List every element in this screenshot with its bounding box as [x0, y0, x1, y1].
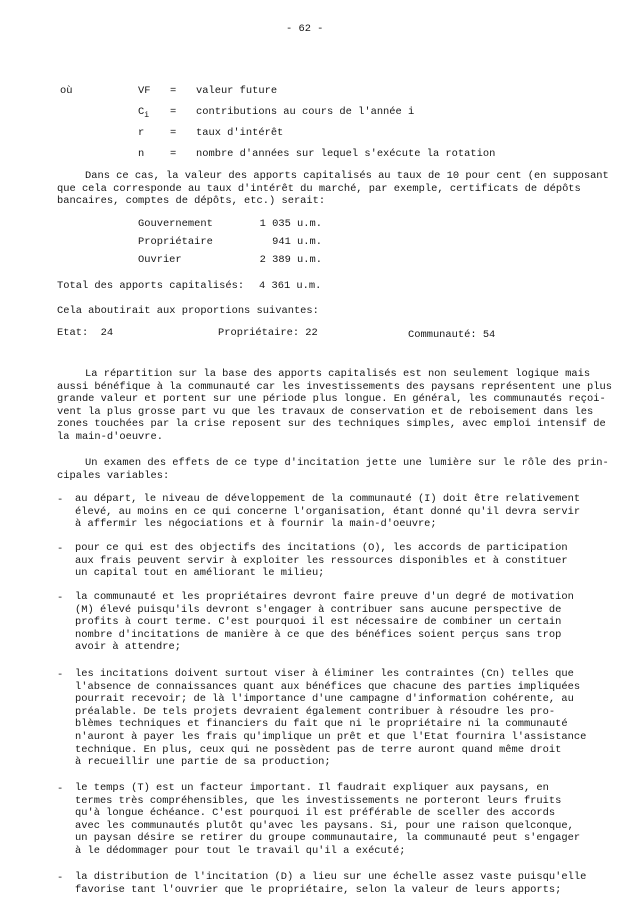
table-label: Ouvrier	[138, 254, 182, 266]
definition-meaning: valeur future	[196, 85, 278, 97]
bullet-line: avoir à attendre;	[75, 641, 182, 654]
table-value: 941 u.m.	[272, 236, 322, 248]
bullet-line: à recueillir une partie de sa production;	[75, 756, 331, 769]
bullet-item-constraints	[75, 668, 586, 769]
bullet-line: pour ce qui est des objectifs des incitations (O), les accords de participation	[75, 542, 568, 554]
definition-meaning: nombre d'années sur lequel s'exécute la rotation	[196, 148, 496, 160]
paragraph-line: zones touchées par la crise reposent sur des techniques simples, avec emploi intensif de	[57, 418, 606, 431]
bullet-line: les incitations doivent surtout viser à éliminer les contraintes (Cn) telles que	[75, 668, 574, 680]
bullet-line: la distribution de l'incitation (D) a lieu sur une échelle assez vaste puisqu'elle	[75, 871, 587, 883]
bullet-line: blèmes techniques et financiers du fait que ni le propriétaire ni la communauté	[75, 718, 568, 731]
bullet-line: au départ, le niveau de développement de la communauté (I) doit être relativement	[75, 493, 581, 505]
bullet-item-distribution	[75, 871, 586, 896]
paragraph-line: que cela corresponde au taux d'intérêt du marché, par exemple, certificats de dépôts	[57, 182, 581, 195]
bullet-line: favorise tant l'ouvrier que le propriétaire, selon la valeur de leurs apports;	[75, 883, 562, 896]
definition-equals: =	[170, 148, 177, 160]
definition-symbol: n	[138, 148, 145, 160]
definition-symbol: r	[138, 127, 145, 139]
bullet-line: un paysan désire se retirer du groupe communautaire, la communauté peut s'engager	[75, 832, 581, 845]
bullet-line: nombre d'incitations de manière à ce que des bénéfices soient perçus sans trop	[75, 628, 562, 641]
total-value: 4 361 u.m.	[259, 280, 322, 292]
bullet-item-time	[75, 782, 580, 858]
definition-meaning: contributions au cours de l'année i	[196, 106, 415, 118]
definition-row	[138, 85, 278, 97]
paragraph-line: bancaires, comptes de dépôts, etc.) serait:	[57, 195, 326, 208]
definition-symbol: VF	[138, 85, 151, 97]
definition-row	[138, 127, 284, 139]
bullet-dash: -	[57, 872, 64, 884]
bullet-line: à affermir les négociations et à fournir la main-d'oeuvre;	[75, 518, 437, 531]
proportion-communaute: Communauté: 54	[408, 329, 496, 341]
paragraph-line: cipales variables:	[57, 469, 170, 482]
table-label: Propriétaire	[138, 236, 213, 248]
paragraph-line: aussi bénéfique à la communauté car les investissements des paysans représentent une plus	[57, 380, 612, 393]
total-label: Total des apports capitalisés:	[57, 280, 245, 292]
definition-equals: =	[170, 85, 177, 97]
bullet-dash: -	[57, 669, 64, 681]
definition-symbol: C	[138, 106, 145, 118]
bullet-dash: -	[57, 592, 64, 604]
bullet-line: l'absence de connaissances quant aux bénéfices que chacune des parties impliquées	[75, 680, 581, 693]
bullet-line: aux frais peuvent servir à exploiter les ressources disponibles et à constituer	[75, 554, 568, 567]
bullet-line: qu'à longue échéance. C'est pourquoi il est préférable de sceller des accords	[75, 807, 556, 820]
bullet-line: un capital tout en améliorant le milieu;	[75, 567, 325, 580]
paragraph-variables	[57, 457, 609, 482]
definition-equals: =	[170, 106, 177, 118]
bullet-line: préalable. De tels projets devraient également contribuer à résoudre les pro-	[75, 705, 556, 718]
paragraph-line: grande valeur et portent sur une période plus longue. En général, les communautés reçoi-	[57, 393, 606, 406]
paragraph-line: La répartition sur la base des apports capitalisés est non seulement logique mais	[85, 368, 591, 380]
proportion-proprietaire: Propriétaire: 22	[218, 327, 318, 339]
paragraph-line: Un examen des effets de ce type d'incitation jette une lumière sur le rôle des prin-	[85, 457, 609, 469]
bullet-line: à le dédommager pour tout le travail qu'il a exécuté;	[75, 844, 406, 857]
table-row	[138, 236, 328, 248]
bullet-line: pourrait recevoir; de là l'importance d'une campagne d'information cohérente, au	[75, 693, 574, 706]
bullet-line: avec les communautés plutôt qu'avec les paysans. Si, pour une raison quelconque,	[75, 819, 574, 832]
paragraph-line: vent la plus grosse part vu que les travaux de conservation et de reboisement dans les	[57, 405, 594, 418]
table-row	[138, 218, 328, 230]
table-value: 2 389 u.m.	[259, 254, 322, 266]
definition-row	[138, 148, 496, 160]
table-row	[138, 254, 328, 266]
definition-row	[138, 106, 415, 121]
definition-equals: =	[170, 127, 177, 139]
bullet-dash: -	[57, 494, 64, 506]
definition-meaning: taux d'intérêt	[196, 127, 284, 139]
bullet-line: technique. En plus, ceux qui ne possèdent pas de terre auront quand même droit	[75, 743, 562, 756]
definitions-intro: où	[60, 85, 73, 97]
proportion-etat: Etat: 24	[57, 327, 114, 339]
bullet-item-objectives	[75, 542, 568, 580]
paragraph-line: la main-d'oeuvre.	[57, 430, 164, 443]
bullet-dash: -	[57, 543, 64, 555]
bullet-dash: -	[57, 783, 64, 795]
bullet-line: profits à court terme. C'est pourquoi il est nécessaire de combiner un certain	[75, 616, 562, 629]
paragraph-distribution	[57, 368, 612, 444]
bullet-line: (M) élevé puisqu'ils devront s'engager à contribuer sans aucune perspective de	[75, 603, 562, 616]
bullet-item-development	[75, 493, 580, 531]
bullet-line: n'auront à payer les frais qu'implique un prêt et que l'Etat fournira l'assistance	[75, 730, 587, 743]
proportions-intro: Cela aboutirait aux proportions suivantes:	[57, 305, 319, 317]
bullet-line: termes très compréhensibles, que les investissements ne porteront leurs fruits	[75, 794, 562, 807]
definition-subscript: i	[144, 111, 150, 121]
table-label: Gouvernement	[138, 218, 213, 230]
bullet-line: le temps (T) est un facteur important. Il faudrait expliquer aux paysans, en	[75, 782, 549, 794]
paragraph-line: Dans ce cas, la valeur des apports capitalisés au taux de 10 pour cent (en supposant	[85, 170, 609, 182]
table-value: 1 035 u.m.	[259, 218, 322, 230]
paragraph-valuation	[57, 170, 609, 208]
bullet-line: la communauté et les propriétaires devront faire preuve d'un degré de motivation	[75, 591, 574, 603]
bullet-item-motivation	[75, 591, 574, 654]
page-number: - 62 -	[286, 23, 324, 35]
bullet-line: élevé, au moins en ce qui concerne l'organisation, étant donné qu'il devra servir	[75, 505, 581, 518]
